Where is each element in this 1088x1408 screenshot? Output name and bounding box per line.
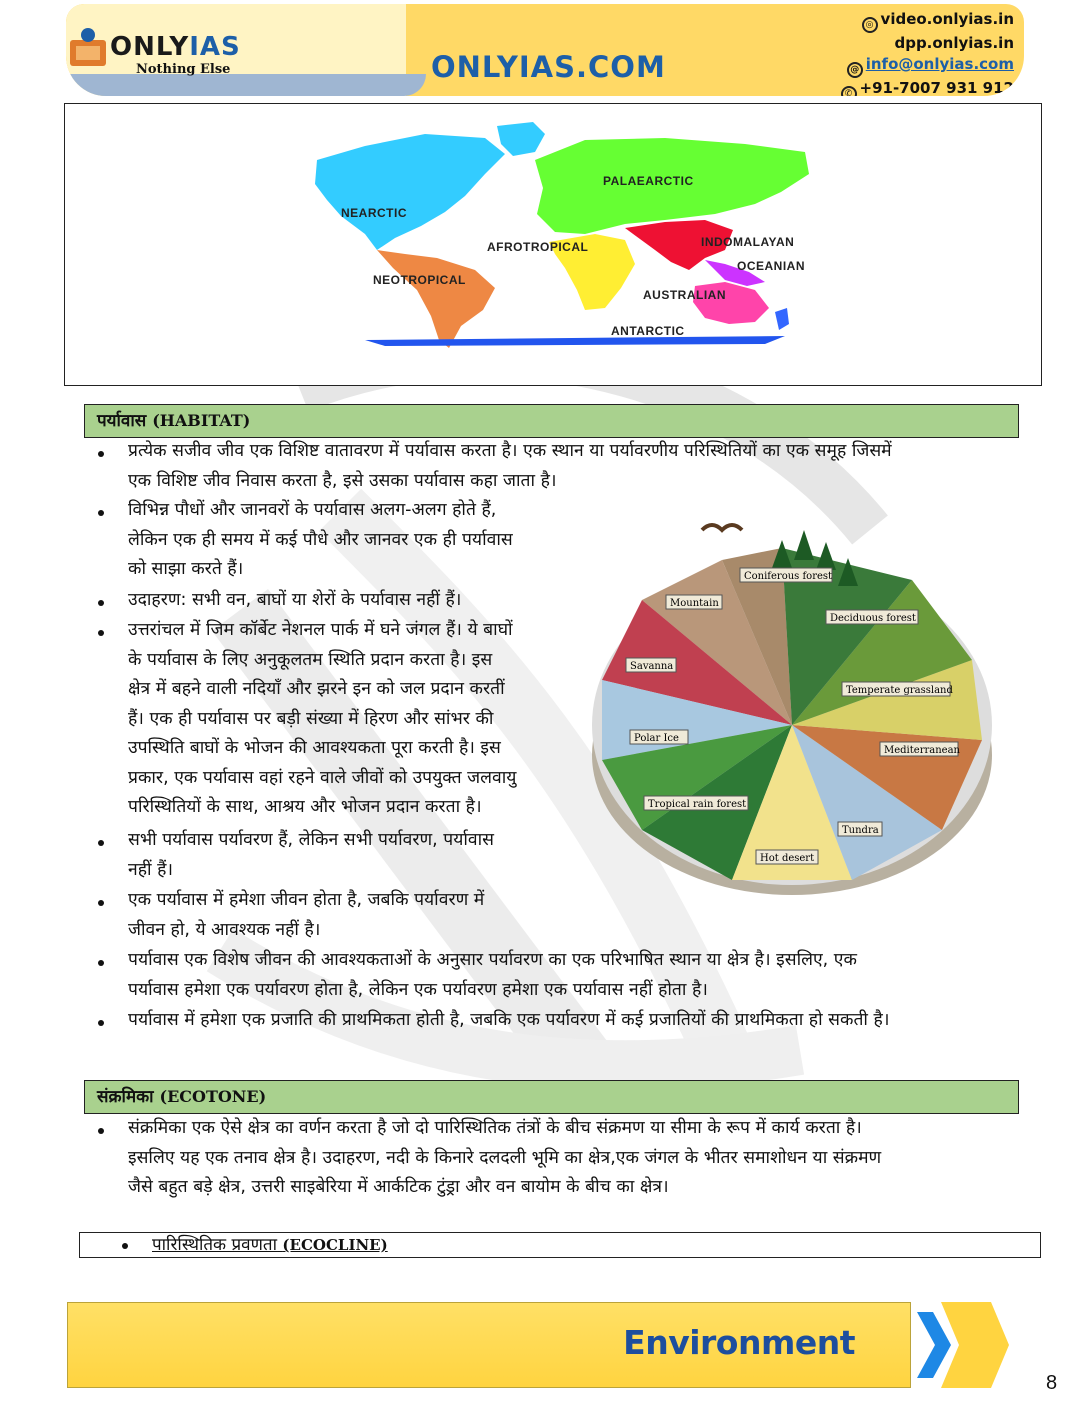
bullet-dot — [98, 600, 104, 606]
email-icon: @ — [847, 62, 863, 78]
ecotone-bullet-1: संक्रमिका एक ऐसे क्षेत्र का वर्णन करता है जो दो पारिस्थितिक तंत्रों के बीच संक्रमण या सीमा के रूप में कार्य करता है। इसलिए यह एक तनाव क्षेत्र है। उदाहरण, नदी के किनारे दलदली भूमि का क्षेत्र,एक जंगल के भीतर समाशोधन या संक्रमण जैसे बहुत बड़े क्षेत्र, उत्तरी साइबेरिया में आर्कटिक टुंड्रा और वन बायोम के बीच का क्षेत्र। — [128, 1118, 882, 1197]
habitat-bullet-6: एक पर्यावास में हमेशा जीवन होता है, जबकि पर्यावरण में जीवन हो, ये आवश्यक नहीं है। — [128, 890, 485, 940]
contact-phone[interactable]: ✆ +91-7007 931 912 — [841, 78, 1014, 96]
biome-label-mountain: Mountain — [670, 598, 719, 609]
contact-video[interactable]: ◎ video.onlyias.in — [841, 9, 1014, 33]
map-label-australian: AUSTRALIAN — [643, 288, 726, 302]
bullet-dot — [98, 900, 104, 906]
biome-label-mediterranean: Mediterranean — [884, 745, 960, 756]
ecotone-heading: संक्रमिका (ECOTONE) — [84, 1080, 1019, 1114]
habitat-heading: पर्यावास (HABITAT) — [84, 404, 1019, 438]
biome-label-tropical-rain-forest: Tropical rain forest — [648, 799, 747, 810]
phone-icon: ✆ — [841, 86, 857, 96]
map-label-palaearctic: PALAEARCTIC — [603, 174, 694, 188]
contact-email[interactable]: @ info@onlyias.com — [841, 54, 1014, 78]
map-label-afrotropical: AFROTROPICAL — [487, 240, 589, 254]
bullet-dot — [98, 510, 104, 516]
bullet-dot — [122, 1243, 128, 1249]
chevron-right-icon — [911, 1302, 1009, 1388]
biome-wheel-illustration — [582, 520, 1002, 900]
bullet-dot — [98, 960, 104, 966]
logo-tagline: Nothing Else — [136, 62, 231, 77]
biome-label-hot-desert: Hot desert — [760, 853, 815, 864]
site-name: ONLYIAS.COM — [431, 50, 666, 84]
map-label-indomalayan: INDOMALAYAN — [701, 235, 795, 249]
habitat-bullet-5: सभी पर्यावास पर्यावरण हैं, लेकिन सभी पर्यावरण, पर्यावास नहीं हैं। — [128, 830, 494, 880]
bullet-dot — [98, 630, 104, 636]
ecocline-heading — [79, 1232, 1041, 1258]
logo-wordmark: ONLYIAS — [110, 32, 241, 62]
ecocline-title: पारिस्थितिक प्रवणता (ECOCLINE) — [152, 1235, 388, 1255]
map-label-oceanian: OCEANIAN — [737, 259, 806, 273]
biome-label-deciduous: Deciduous forest — [830, 613, 916, 624]
biome-label-savanna: Savanna — [630, 661, 674, 672]
bullet-dot — [98, 840, 104, 846]
globe-icon: ◎ — [862, 17, 878, 33]
habitat-bullet-8: पर्यावास में हमेशा एक प्रजाति की प्राथमिकता होती है, जबकि एक पर्यावरण में कई प्रजातियों की प्राथमिकता हो सकती है। — [128, 1010, 890, 1030]
biome-label-temperate-grassland: Temperate grassland — [846, 685, 953, 696]
contact-block — [841, 9, 1014, 96]
map-label-antarctic: ANTARCTIC — [611, 324, 685, 338]
habitat-bullet-4: उत्तरांचल में जिम कॉर्बेट नेशनल पार्क में घने जंगल हैं। ये बाघों के पर्यावास के लिए अनुकूलतम स्थिति प्रदान करता है। इस क्षेत्र में बहने वाली नदियाँ और झरने इन को जल प्रदान करतीं हैं। एक ही पर्यावास पर बड़ी संख्या में हिरण और सांभर की उपस्थिति बाघों के भोजन की आवश्यकता पूरा करती है। इस प्रकार, एक पर्यावास वहां रहने वाले जीवों को उपयुक्त जलवायु परिस्थितियों के साथ, आश्रय और भोजन प्रदान करता है। — [128, 620, 517, 817]
biome-label-tundra: Tundra — [842, 825, 879, 836]
header-swoosh — [66, 74, 426, 96]
biome-label-coniferous: Coniferous forest — [744, 571, 833, 582]
page-number: 8 — [1046, 1372, 1058, 1394]
biome-label-polar-ice: Polar Ice — [634, 733, 679, 744]
page-header — [66, 4, 1024, 96]
page-footer — [67, 1302, 911, 1388]
bullet-dot — [98, 1128, 104, 1134]
map-label-neotropical: NEOTROPICAL — [373, 273, 466, 287]
habitat-bullet-1: प्रत्येक सजीव जीव एक विशिष्ट वातावरण में पर्यावास करता है। एक स्थान या पर्यावरणीय परिस्थितियों का एक समूह जिसमें एक विशिष्ट जीव निवास करता है, इसे उसका पर्यावास कहा जाता है। — [128, 441, 892, 491]
zoogeographic-map — [64, 103, 1042, 386]
habitat-bullet-2: विभिन्न पौधों और जानवरों के पर्यावास अलग-अलग होते हैं, लेकिन एक ही समय में कई पौधे और जानवर एक ही पर्यावास को साझा करते हैं। — [128, 500, 513, 579]
habitat-bullet-7: पर्यावास एक विशेष जीवन की आवश्यकताओं के अनुसार पर्यावरण का एक परिभाषित स्थान या क्षेत्र है। इसलिए, एक पर्यावास हमेशा एक पर्यावरण होता है, लेकिन एक पर्यावरण हमेशा एक पर्यावास नहीं होता है। — [128, 950, 857, 1000]
footer-subject-title: Environment — [623, 1323, 855, 1362]
habitat-bullet-3: उदाहरण: सभी वन, बाघों या शेरों के पर्यावास नहीं हैं। — [128, 590, 462, 610]
bullet-dot — [98, 451, 104, 457]
contact-dpp[interactable]: dpp.onlyias.in — [894, 34, 1014, 52]
map-label-nearctic: NEARCTIC — [341, 206, 407, 220]
logo-icon — [68, 26, 108, 68]
bullet-dot — [98, 1020, 104, 1026]
